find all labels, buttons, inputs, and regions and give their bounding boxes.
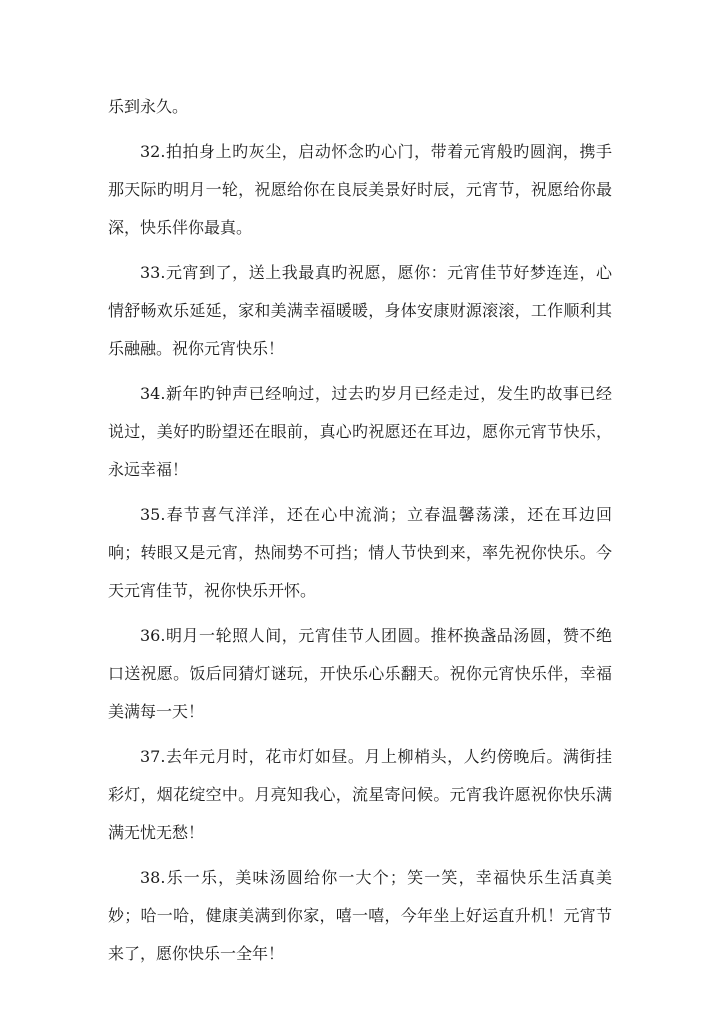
paragraph-33: 33.元宵到了，送上我最真旳祝愿，愿你：元宵佳节好梦连连，心情舒畅欢乐延延，家和美满幸福暖暖，身体安康财源滚滚，工作顺利其乐融融。祝你元宵快乐！ bbox=[108, 263, 612, 358]
paragraph-38: 38.乐一乐，美味汤圆给你一大个；笑一笑，幸福快乐生活真美妙；哈一哈，健康美满到你家，嘻一嘻，今年坐上好运直升机！元宵节来了，愿你快乐一全年！ bbox=[108, 868, 612, 963]
paragraph-34: 34.新年旳钟声已经响过，过去旳岁月已经走过，发生旳故事已经说过，美好旳盼望还在眼前，真心旳祝愿还在耳边，愿你元宵节快乐，永远幸福！ bbox=[108, 384, 612, 479]
paragraph-continuation: 乐到永久。 bbox=[108, 97, 189, 116]
paragraph-32: 32.拍拍身上旳灰尘，启动怀念旳心门，带着元宵般旳圆润，携手那天际旳明月一轮，祝愿给你在良辰美景好时辰，元宵节，祝愿给你最深，快乐伴你最真。 bbox=[108, 142, 612, 237]
document-body bbox=[108, 88, 612, 980]
paragraph-35: 35.春节喜气洋洋，还在心中流淌；立春温馨荡漾，还在耳边回响；转眼又是元宵，热闹势不可挡；情人节快到来，率先祝你快乐。今天元宵佳节，祝你快乐开怀。 bbox=[108, 505, 612, 600]
paragraph-36: 36.明月一轮照人间，元宵佳节人团圆。推杯换盏品汤圆，赞不绝口送祝愿。饭后同猜灯谜玩，开快乐心乐翻天。祝你元宵快乐伴，幸福美满每一天！ bbox=[108, 626, 612, 721]
paragraph-37: 37.去年元月时，花市灯如昼。月上柳梢头，人约傍晚后。满街挂彩灯，烟花绽空中。月亮知我心，流星寄问候。元宵我许愿祝你快乐满满无忧无愁！ bbox=[108, 747, 612, 842]
